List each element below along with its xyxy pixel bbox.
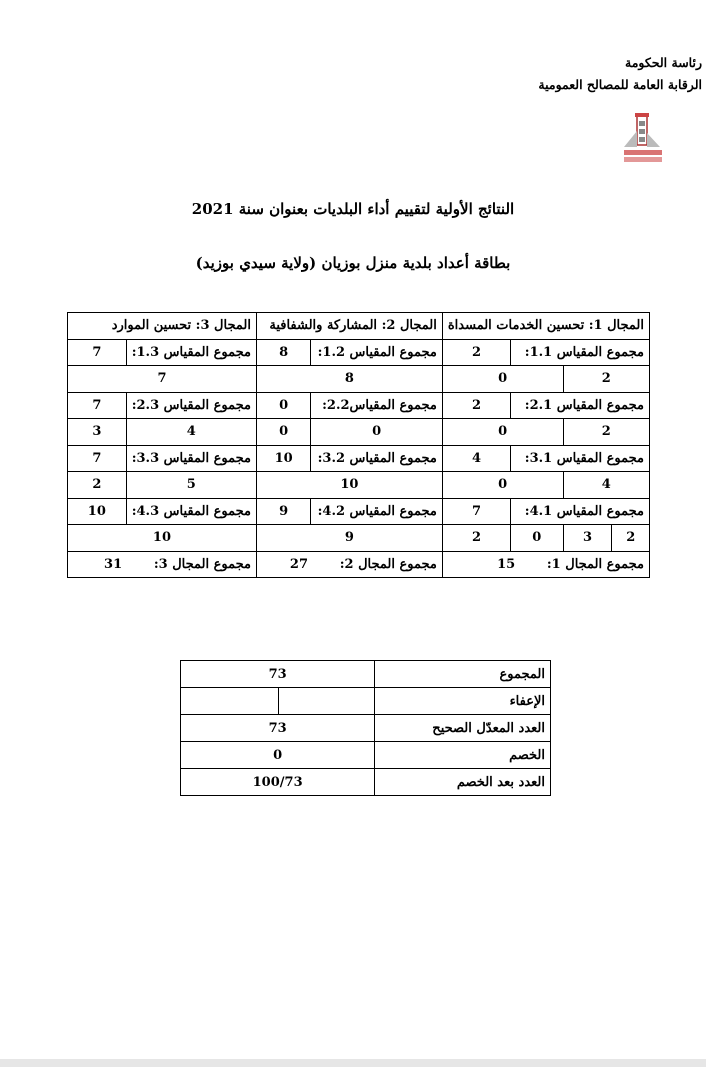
scores-table bbox=[67, 312, 650, 578]
measure-2-2-label: مجموع المقياس2.2: bbox=[311, 392, 443, 419]
summary-row bbox=[181, 688, 551, 715]
sub-score: 2 bbox=[68, 472, 127, 499]
measure-3-2-label: مجموع المقياس 3.2: bbox=[311, 445, 443, 472]
measure-3-3-label: مجموع المقياس 3.3: bbox=[126, 445, 256, 472]
domain-3-total-value: 31 bbox=[104, 556, 123, 572]
summary-row bbox=[181, 661, 551, 688]
summary-value: 0 bbox=[181, 742, 375, 769]
summary-label: المجموع bbox=[375, 661, 551, 688]
measure-1-3-label: مجموع المقياس 1.3: bbox=[126, 339, 256, 366]
measure-1-3-value: 7 bbox=[68, 339, 127, 366]
summary-row bbox=[181, 715, 551, 742]
measure-3-1-value: 4 bbox=[442, 445, 510, 472]
domain-2-total-label: مجموع المجال 2: bbox=[339, 556, 437, 572]
measure-4-2-value: 9 bbox=[256, 498, 310, 525]
sub-row-1 bbox=[68, 366, 650, 393]
measure-2-3-value: 7 bbox=[68, 392, 127, 419]
sub-score: 5 bbox=[126, 472, 256, 499]
summary-row bbox=[181, 742, 551, 769]
measure-4-1-label: مجموع المقياس 4.1: bbox=[511, 498, 650, 525]
domain-1-total bbox=[442, 551, 649, 578]
summary-value: 73 bbox=[181, 715, 375, 742]
summary-label: الخصم bbox=[375, 742, 551, 769]
sub-score: 8 bbox=[256, 366, 442, 393]
sub-score: 10 bbox=[256, 472, 442, 499]
sub-score: 4 bbox=[126, 419, 256, 446]
measure-1-2-value: 8 bbox=[256, 339, 310, 366]
sub-score: 2 bbox=[563, 419, 650, 446]
sub-score: 7 bbox=[68, 366, 257, 393]
domain-1-total-value: 15 bbox=[497, 556, 516, 572]
summary-value: 73 bbox=[181, 661, 375, 688]
sub-row-4 bbox=[68, 525, 650, 552]
sub-score: 0 bbox=[442, 419, 563, 446]
summary-label: العدد بعد الخصم bbox=[375, 769, 551, 796]
measure-4-3-value: 10 bbox=[68, 498, 127, 525]
sub-score: 9 bbox=[256, 525, 442, 552]
measure-row-1 bbox=[68, 339, 650, 366]
page-bottom-bar bbox=[0, 1059, 706, 1067]
domain-1-total-label: مجموع المجال 1: bbox=[546, 556, 644, 572]
sub-score: 0 bbox=[511, 525, 563, 552]
sub-score: 0 bbox=[256, 419, 310, 446]
sub-score: 3 bbox=[563, 525, 612, 552]
sub-score: 10 bbox=[68, 525, 257, 552]
page-subtitle: بطاقة أعداد بلدية منزل بوزيان (ولاية سيدي بوزيد) bbox=[195, 254, 511, 272]
sub-score: 2 bbox=[563, 366, 650, 393]
domain-1-header: المجال 1: تحسين الخدمات المسداة bbox=[442, 313, 649, 340]
summary-table bbox=[180, 660, 551, 796]
header-block bbox=[538, 52, 702, 96]
measure-2-2-value: 0 bbox=[256, 392, 310, 419]
domain-3-total bbox=[68, 551, 257, 578]
sub-row-3 bbox=[68, 472, 650, 499]
sub-score: 0 bbox=[442, 472, 563, 499]
summary-label: الإعفاء bbox=[375, 688, 551, 715]
measure-row-4 bbox=[68, 498, 650, 525]
measure-row-3 bbox=[68, 445, 650, 472]
measure-2-1-label: مجموع المقياس 2.1: bbox=[511, 392, 650, 419]
sub-score: 0 bbox=[442, 366, 563, 393]
sub-score: 4 bbox=[563, 472, 650, 499]
measure-2-3-label: مجموع المقياس 2.3: bbox=[126, 392, 256, 419]
summary-value bbox=[278, 688, 375, 715]
measure-4-3-label: مجموع المقياس 4.3: bbox=[126, 498, 256, 525]
measure-3-1-label: مجموع المقياس 3.1: bbox=[511, 445, 650, 472]
measure-1-1-value: 2 bbox=[442, 339, 510, 366]
measure-3-2-value: 10 bbox=[256, 445, 310, 472]
logo-icon bbox=[618, 111, 668, 165]
measure-4-1-value: 7 bbox=[442, 498, 510, 525]
domain-2-total-value: 27 bbox=[289, 556, 309, 572]
measure-1-1-label: مجموع المقياس 1.1: bbox=[511, 339, 650, 366]
domain-header-row bbox=[68, 313, 650, 340]
summary-label: العدد المعدّل الصحيح bbox=[375, 715, 551, 742]
header-line-1: رئاسة الحكومة bbox=[625, 55, 702, 70]
summary-value: 100/73 bbox=[181, 769, 375, 796]
sub-score: 0 bbox=[311, 419, 443, 446]
sub-score: 3 bbox=[68, 419, 127, 446]
measure-2-1-value: 2 bbox=[442, 392, 510, 419]
domain-3-header: المجال 3: تحسين الموارد bbox=[68, 313, 257, 340]
summary-empty-cell bbox=[181, 688, 279, 715]
measure-1-2-label: مجموع المقياس 1.2: bbox=[311, 339, 443, 366]
measure-4-2-label: مجموع المقياس 4.2: bbox=[311, 498, 443, 525]
sub-score: 2 bbox=[442, 525, 510, 552]
domain-3-total-label: مجموع المجال 3: bbox=[153, 556, 251, 572]
sub-score: 2 bbox=[612, 525, 650, 552]
measure-3-3-value: 7 bbox=[68, 445, 127, 472]
measure-row-2 bbox=[68, 392, 650, 419]
summary-row bbox=[181, 769, 551, 796]
header-line-2: الرقابة العامة للمصالح العمومية bbox=[538, 77, 702, 92]
sub-row-2 bbox=[68, 419, 650, 446]
page-title: النتائج الأولية لتقييم أداء البلديات بعنوان سنة 2021 bbox=[191, 200, 515, 218]
domain-2-header: المجال 2: المشاركة والشفافية bbox=[256, 313, 442, 340]
domain-totals-row bbox=[68, 551, 650, 578]
domain-2-total bbox=[256, 551, 442, 578]
